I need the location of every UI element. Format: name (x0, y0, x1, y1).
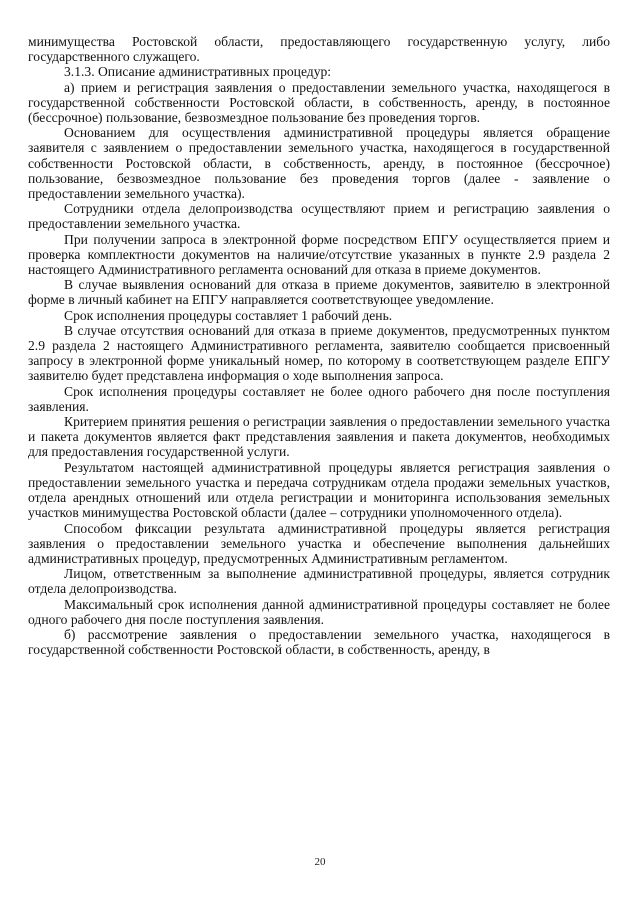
procedure-a-title: а) прием и регистрация заявления о предоставлении земельного участка, находящегося в государственной собственности Ростовской области, в собственность, аренду, в постоянное (бессрочное) пользование, безвозмездное пользование без проведения торгов. (28, 79, 610, 126)
section-heading-3-1-3: 3.1.3. Описание административных процедур: (64, 64, 332, 80)
paragraph-unique-number: В случае отсутствия оснований для отказа в приеме документов, предусмотренных пунктом 2.9 раздела 2 настоящего Административного регламента, заявителю сообщается присвоенный запросу в электронной форме уникальный номер, по которому в соответствующем разделе ЕПГУ заявителю будет представлена информация о ходе выполнения запроса. (28, 322, 610, 384)
procedure-b-title: б) рассмотрение заявления о предоставлении земельного участка, находящегося в государственной собственности Ростовской области, в собственность, аренду, в (28, 626, 610, 658)
page-number: 20 (314, 856, 326, 868)
paragraph-max-term: Максимальный срок исполнения данной административной процедуры составляет не более одного рабочего дня после поступления заявления. (28, 596, 610, 627)
document-page (28, 34, 610, 657)
paragraph-term-one-day: Срок исполнения процедуры составляет 1 рабочий день. (64, 307, 393, 323)
paragraph-refusal-notice: В случае выявления оснований для отказа в приеме документов, заявителю в электронной форме в личный кабинет на ЕПГУ направляется соответствующее уведомление. (28, 277, 610, 308)
paragraph-fixation-method: Способом фиксации результата административной процедуры является регистрация заявления о предоставлении земельного участка и обеспечение выполнения дальнейших административных процедур, предусмотренных Административным регламентом. (28, 520, 610, 566)
paragraph-staff-registration: Сотрудники отдела делопроизводства осуществляют прием и регистрацию заявления о предоставлении земельного участка. (28, 201, 610, 232)
paragraph-decision-criterion: Критерием принятия решения о регистрации заявления о предоставлении земельного участка и пакета документов является факт представления заявления и пакета документов, необходимых для предоставления государственной услуги. (28, 414, 610, 460)
paragraph-electronic-request: При получении запроса в электронной форме посредством ЕПГУ осуществляется прием и проверка комплектности документов на наличие/отсутствие указанных в пункте 2.9 раздела 2 настоящего Административного регламента оснований для отказа в приеме документов. (28, 231, 610, 278)
paragraph-basis: Основанием для осуществления административной процедуры является обращение заявителя с заявлением о предоставлении земельного участка, находящегося в государственной собственности Ростовской области, в собственность, аренду, в постоянное (бессрочное) пользование, безвозмездное пользование без проведения торгов (далее - заявление о предоставлении земельного участка). (28, 125, 610, 202)
paragraph-term-after-receipt: Срок исполнения процедуры составляет не более одного рабочего дня после поступления заявления. (28, 383, 610, 414)
paragraph-continuation: минимущества Ростовской области, предоставляющего государственную услугу, либо государственного служащего. (28, 34, 610, 65)
paragraph-responsible-person: Лицом, ответственным за выполнение административной процедуры, является сотрудник отдела делопроизводства. (28, 566, 610, 597)
paragraph-result: Результатом настоящей административной процедуры является регистрация заявления о предоставлении земельного участка и передача сотрудникам отдела продажи земельных участков, отдела арендных отношений или отдела регистрации и мониторинга использования земельных участков минимущества Ростовской области (далее – сотрудники уполномоченного отдела). (28, 459, 610, 521)
